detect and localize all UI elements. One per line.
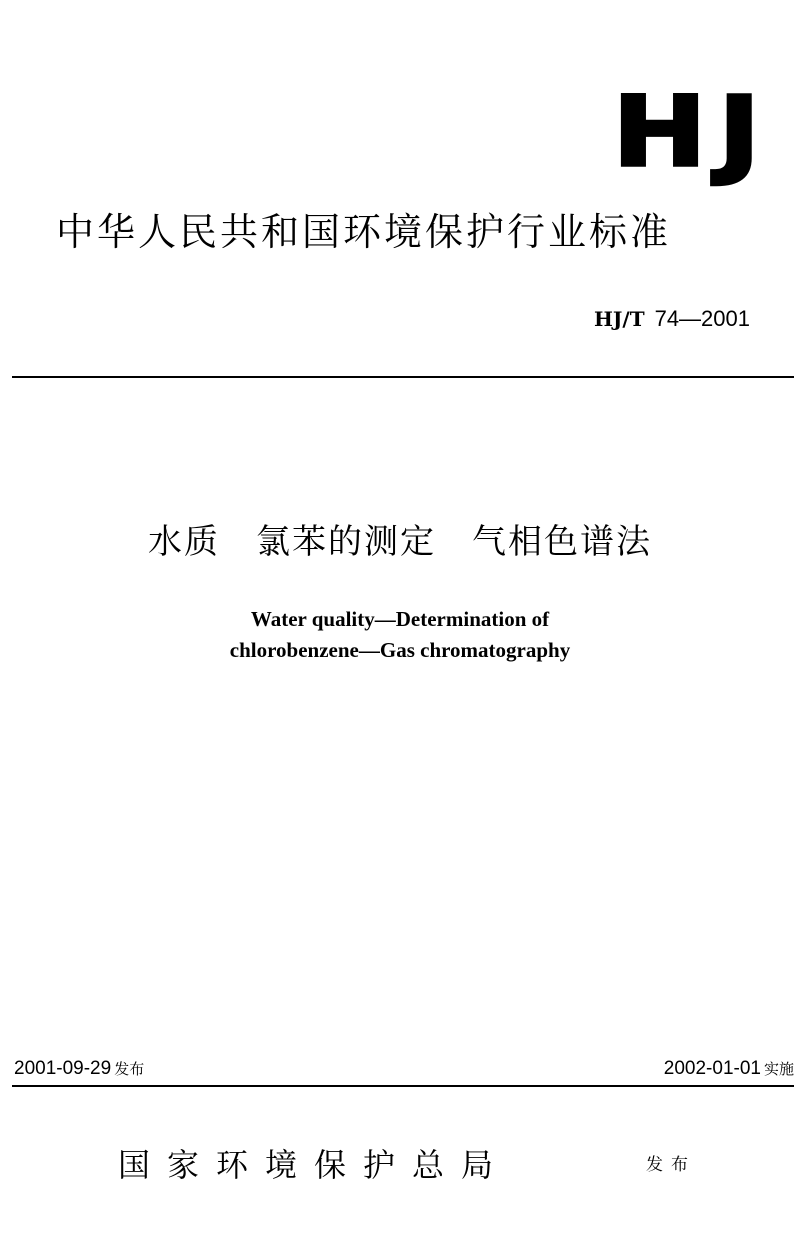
hj-logo: HJ <box>612 76 772 189</box>
publisher-name: 国家环境保护总局 <box>118 1146 511 1184</box>
standard-category: 中华人民共和国环境保护行业标准 <box>56 210 672 254</box>
standard-number-value: 74—2001 <box>654 306 750 331</box>
effective-date <box>664 1058 794 1080</box>
bottom-divider <box>12 1085 794 1087</box>
issue-date-label: 发布 <box>114 1060 145 1078</box>
english-title-line-1: Water quality—Determination of <box>250 607 550 631</box>
issue-date <box>14 1058 144 1080</box>
standard-prefix: HJ/T <box>594 307 645 331</box>
document-title-chinese: 水质 氯苯的测定 气相色谱法 <box>148 522 652 562</box>
document-title-english <box>0 604 800 666</box>
issue-date-value: 2001-09-29 <box>14 1058 112 1079</box>
effective-date-label: 实施 <box>763 1060 794 1078</box>
publisher-label: 发布 <box>646 1155 696 1175</box>
effective-date-value: 2002-01-01 <box>663 1058 761 1079</box>
standard-number <box>594 306 750 332</box>
top-divider <box>12 376 794 378</box>
english-title-line-2: chlorobenzene—Gas chromatography <box>229 638 571 662</box>
